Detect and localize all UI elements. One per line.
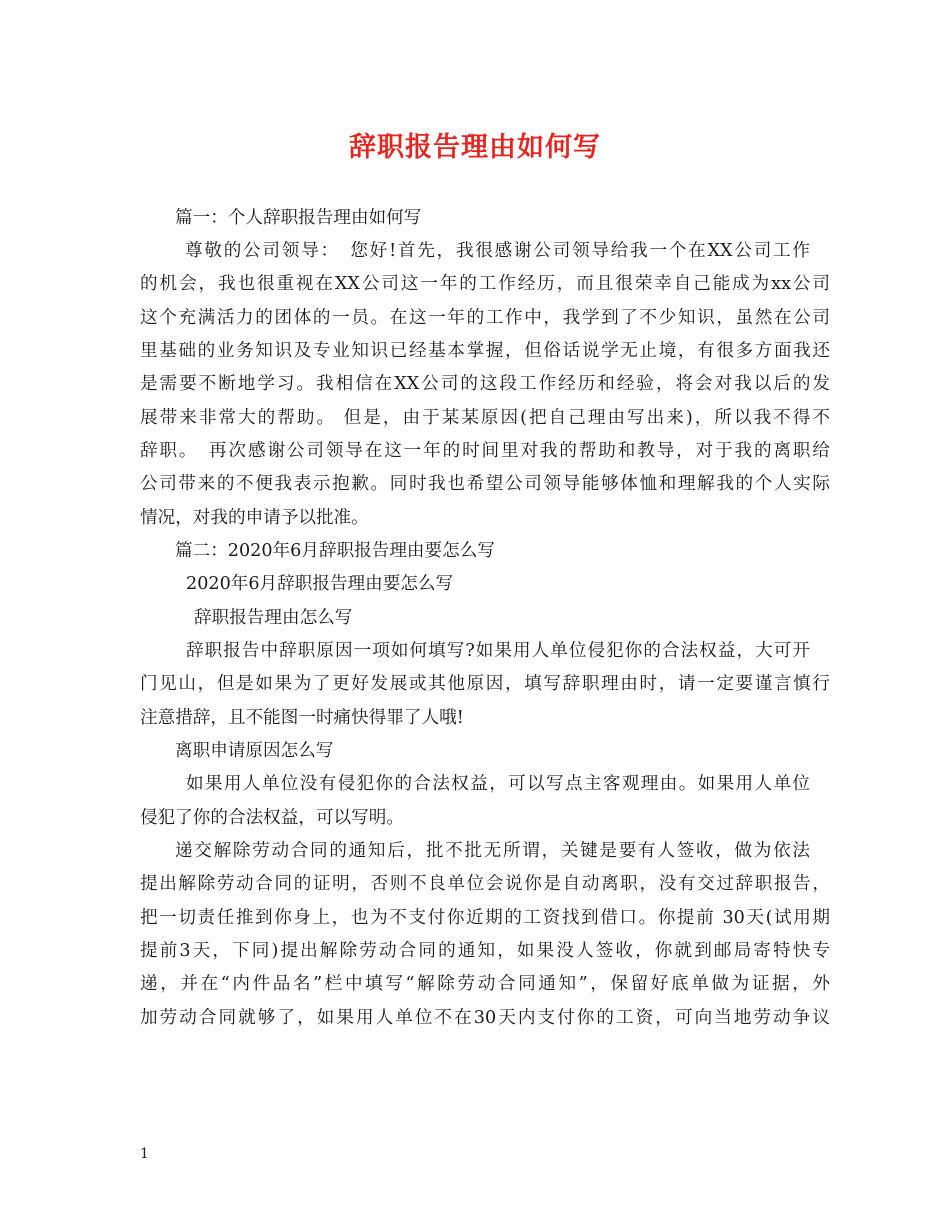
paragraph-line: 尊敬的公司领导： 您好!首先，我很感谢公司领导给我一个在XX公司工作 [185,241,810,261]
paragraph-line: 递，并在“内件品名”栏中填写“解除劳动合同通知”，保留好底单做为证据，外 [140,974,830,994]
paragraph-line: 侵犯了你的合法权益，可以写明。 [140,808,404,828]
paragraph-line: 公司带来的不便我表示抱歉。同时我也希望公司领导能够体恤和理解我的个人实际 [140,474,830,494]
paragraph-line: 把一切责任推到你身上，也为不支付你近期的工资找到借口。你提前 30天(试用期 [140,908,830,928]
paragraph-line: 递交解除劳动合同的通知后，批不批无所谓，关键是要有人签收，做为依法 [175,841,810,861]
paragraph-line: 这个充满活力的团体的一员。在这一年的工作中，我学到了不少知识，虽然在公司 [140,308,830,328]
paragraph-line: 情况，对我的申请予以批准。 [140,508,369,528]
paragraph-line: 加劳动合同就够了，如果用人单位不在30天内支付你的工资，可向当地劳动争议 [140,1008,830,1028]
paragraph-line: 门见山，但是如果为了更好发展或其他原因，填写辞职理由时，请一定要谨言慎行 [140,674,830,694]
paragraph-line: 是需要不断地学习。我相信在XX公司的这段工作经历和经验，将会对我以后的发 [140,374,830,394]
section-heading-2: 篇二：2020年6月辞职报告理由要怎么写 [175,541,495,561]
paragraph-line: 展带来非常大的帮助。 但是，由于某某原因(把自己理由写出来)，所以我不得不 [140,408,830,428]
page-number: 1 [140,1146,149,1162]
subheading: 辞职报告理由怎么写 [194,608,353,628]
paragraph-line: 提前3天，下同)提出解除劳动合同的通知，如果没人签收，你就到邮局寄特快专 [140,941,830,961]
paragraph-line: 如果用人单位没有侵犯你的合法权益，可以写点主客观理由。如果用人单位 [186,774,810,794]
section-heading-1: 篇一：个人辞职报告理由如何写 [175,208,422,228]
subheading: 2020年6月辞职报告理由要怎么写 [186,574,454,594]
paragraph-line: 辞职。 再次感谢公司领导在这一年的时间里对我的帮助和教导，对于我的离职给 [140,441,830,461]
paragraph-line: 辞职报告中辞职原因一项如何填写?如果用人单位侵犯你的合法权益，大可开 [186,641,810,661]
paragraph-line: 里基础的业务知识及专业知识已经基本掌握，但俗话说学无止境，有很多方面我还 [140,341,830,361]
paragraph-line: 注意措辞，且不能图一时痛快得罪了人哦! [140,708,464,728]
document-title: 辞职报告理由如何写 [349,132,601,163]
paragraph-line: 的机会，我也很重视在XX公司这一年的工作经历，而且很荣幸自己能成为xx公司 [140,274,830,294]
paragraph-line: 提出解除劳动合同的证明，否则不良单位会说你是自动离职，没有交过辞职报告， [140,874,830,894]
subheading: 离职申请原因怎么写 [175,741,334,761]
